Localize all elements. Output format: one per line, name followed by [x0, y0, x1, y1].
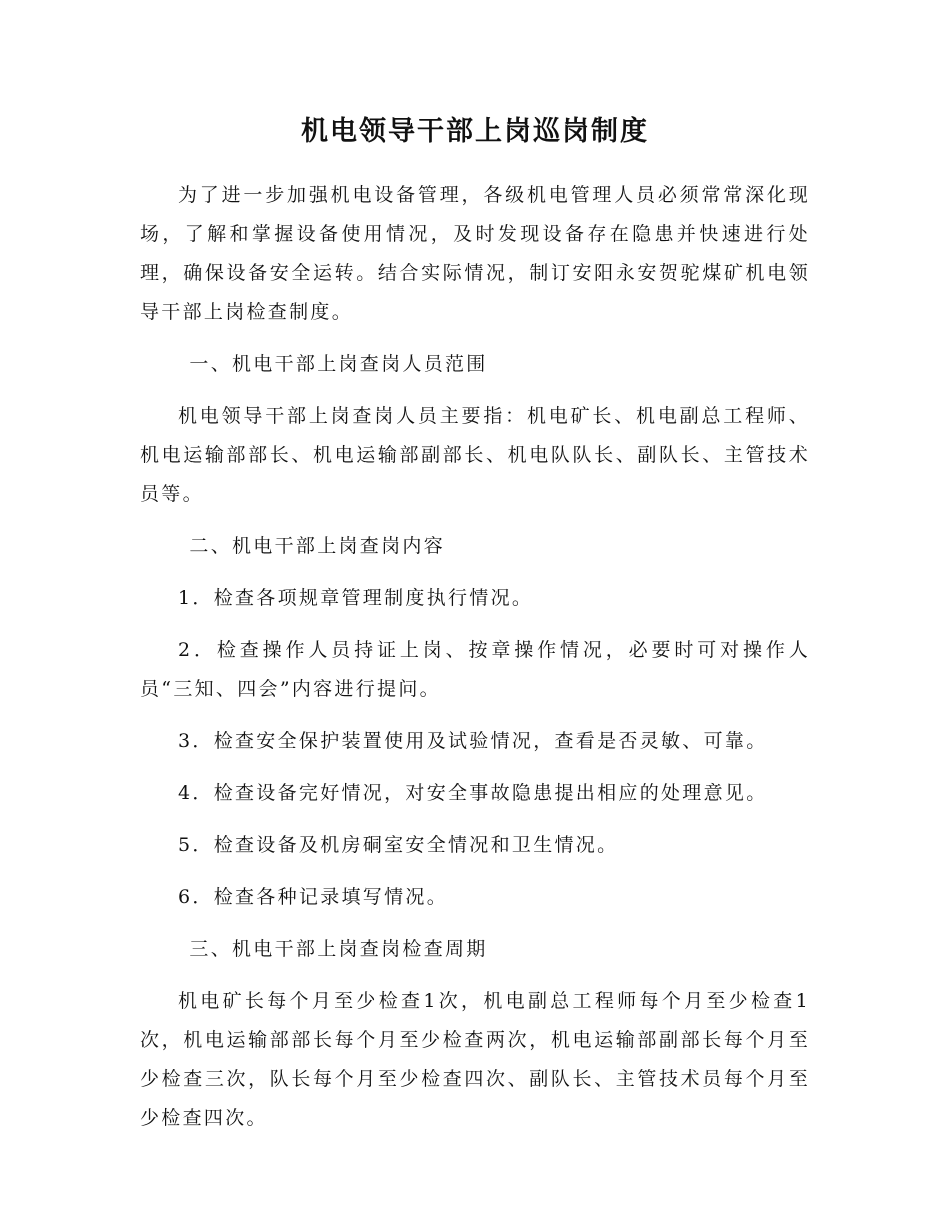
intro-paragraph: 为了进一步加强机电设备管理，各级机电管理人员必须常常深化现场，了解和掌握设备使用情况，及时发现设备存在隐患并快速进行处理，确保设备安全运转。结合实际情况，制订安阳永安贺驼煤矿机电领导干部上岗检查制度。: [140, 184, 810, 323]
section-3-heading: 三、机电干部上岗查岗检查周期: [189, 938, 488, 960]
section-1-body: 机电领导干部上岗查岗人员主要指：机电矿长、机电副总工程师、机电运输部部长、机电运输部副部长、机电队队长、副队长、主管技术员等。: [140, 405, 810, 505]
section-1-heading: 一、机电干部上岗查岗人员范围: [189, 353, 488, 375]
document-title: 机电领导干部上岗巡岗制度: [301, 116, 649, 147]
section-2-item-6: 6．检查各种记录填写情况。: [178, 886, 448, 908]
section-3-body: 机电矿长每个月至少检查1次，机电副总工程师每个月至少检查1次，机电运输部部长每个月至少检查两次，机电运输部副部长每个月至少检查三次，队长每个月至少检查四次、副队长、主管技术员每个月至少检查四次。: [140, 990, 810, 1129]
section-2-item-2: 2．检查操作人员持证上岗、按章操作情况，必要时可对操作人员“三知、四会”内容进行提问。: [140, 639, 810, 700]
section-2-item-3: 3．检查安全保护装置使用及试验情况，查看是否灵敏、可靠。: [178, 730, 768, 752]
document-body: [140, 108, 810, 1151]
section-2-item-1: 1．检查各项规章管理制度执行情况。: [178, 587, 534, 609]
section-2-item-5: 5．检查设备及机房硐室安全情况和卫生情况。: [178, 834, 619, 856]
section-2-heading: 二、机电干部上岗查岗内容: [189, 535, 445, 557]
section-2-item-4: 4．检查设备完好情况，对安全事故隐患提出相应的处理意见。: [178, 782, 768, 804]
